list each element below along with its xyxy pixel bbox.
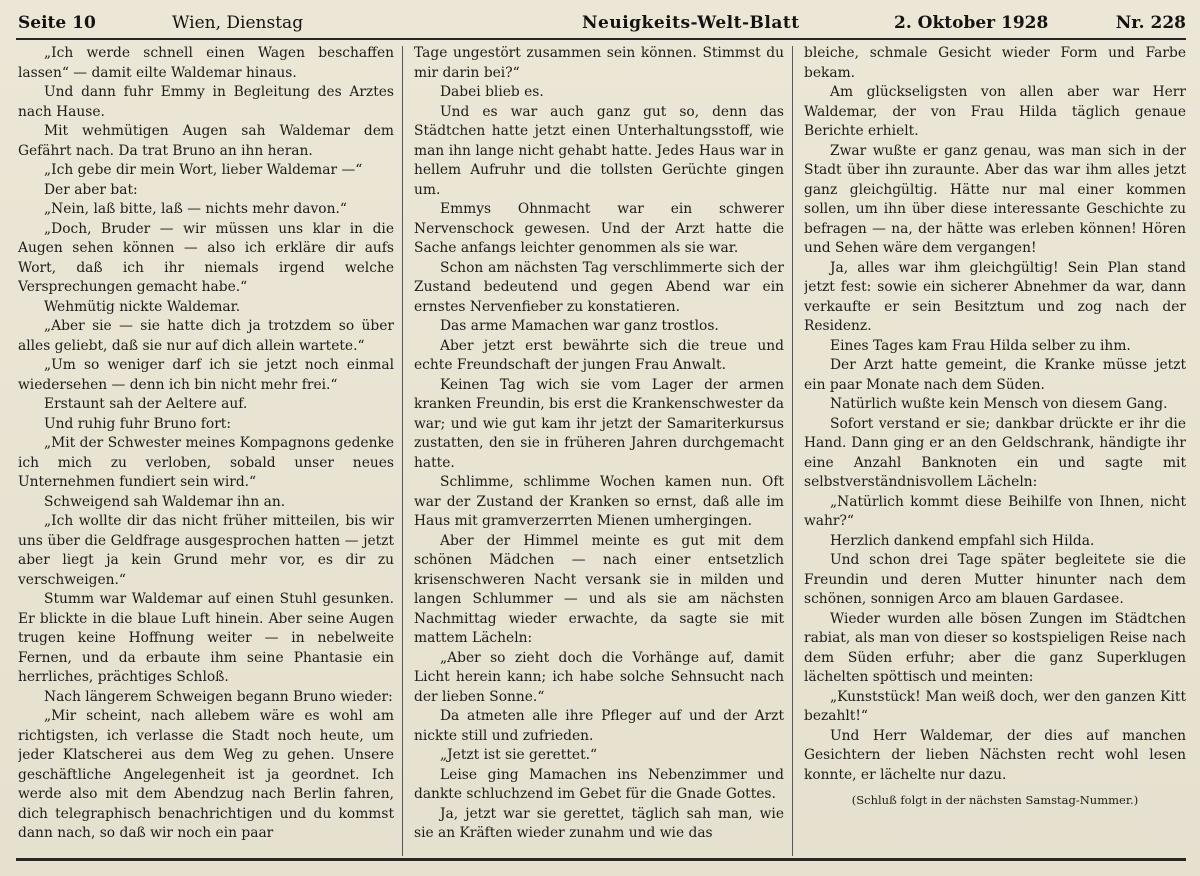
article-paragraph: Aber der Himmel meinte es gut mit dem schönen Mädchen — nach einer entsetzlich krisenschweren Nacht versank sie in milden und langen Schlummer — und als sie am nächsten Nachmittag wieder erwachte, da sagte sie mit mattem Lächeln: xyxy=(414,532,784,646)
column-3 xyxy=(804,44,1186,854)
article-paragraph: Schlimme, schlimme Wochen kamen nun. Oft war der Zustand der Kranken so ernst, daß alle im Haus mit gramverzerrten Mienen umhergingen. xyxy=(414,474,784,529)
article-paragraph: Ja, alles war ihm gleichgültig! Sein Plan stand jetzt fest: sowie ein sicherer Abnehmer da war, dann verkaufte er sein Besitztum und zog nach der Residenz. xyxy=(804,259,1186,334)
article-paragraph: Emmys Ohnmacht war ein schwerer Nervenschock gewesen. Und der Arzt hatte die Sache anfangs leichter genommen als sie war. xyxy=(414,201,784,256)
article-paragraph: Und schon drei Tage später begleitete sie die Freundin und deren Mutter hinunter nach dem schönen, sonnigen Arco am blauen Gardasee. xyxy=(804,552,1186,607)
article-columns xyxy=(18,44,1186,854)
article-paragraph: Zwar wußte er ganz genau, was man sich in der Stadt über ihn zuraunte. Aber das war ihm alles jetzt ganz gleichgültig. Hätte nur mal einer kommen sollen, um ihn über diese interessante Geschichte zu befragen — na, der hätte was erleben können! Hören und Sehen wäre dem vergangen! xyxy=(804,142,1186,256)
article-paragraph: Nach längerem Schweigen begann Bruno wieder: xyxy=(44,688,393,705)
article-paragraph: Sofort verstand er sie; dankbar drückte er ihr die Hand. Dann ging er an den Geldschrank, händigte ihr eine Anzahl Banknoten ein und sagte mit selbstverständnisvollem Lächeln: xyxy=(804,415,1186,490)
article-paragraph: Und es war auch ganz gut so, denn das Städtchen hatte jetzt einen Unterhaltungsstoff, wie man ihn lange nicht gehabt hatte. Jedes Haus war in hellem Aufruhr und die tollsten Gerüchte gingen um. xyxy=(414,103,784,198)
article-paragraph: „Aber so zieht doch die Vorhänge auf, damit Licht herein kann; ich habe solche Sehnsucht nach der lieben Sonne.“ xyxy=(414,649,784,705)
article-paragraph: „Jetzt ist sie gerettet.“ xyxy=(440,747,598,763)
article-paragraph: Ja, jetzt war sie gerettet, täglich sah man, wie sie an Kräften wieder zunahm und wie das xyxy=(414,805,784,841)
article-paragraph: Der aber bat: xyxy=(44,181,138,198)
newspaper-title: Neuigkeits-Welt-Blatt xyxy=(582,13,800,33)
article-paragraph: Da atmeten alle ihre Pfleger auf und der Arzt nickte still und zufrieden. xyxy=(414,708,784,744)
article-paragraph: Erstaunt sah der Aeltere auf. xyxy=(44,396,248,412)
article-paragraph: Schweigend sah Waldemar ihn an. xyxy=(44,493,286,510)
article-paragraph: „Doch, Bruder — wir müssen uns klar in die Augen sehen können — also ich erkläre dir aufs Wort, daß ich ihr niemals irgend welche Versprechungen gemacht habe.“ xyxy=(18,220,394,295)
footer-rule xyxy=(16,858,1186,861)
page-masthead xyxy=(18,2,1186,42)
continuation-note: (Schluß folgt in der nächsten Samstag-Nummer.) xyxy=(851,793,1139,807)
article-paragraph: Das arme Mamachen war ganz trostlos. xyxy=(440,318,719,334)
article-paragraph: „Aber sie — sie hatte dich ja trotzdem so über alles geliebt, daß sie nur auf dich allein wartete.“ xyxy=(18,318,394,354)
column-2 xyxy=(414,44,784,854)
city-day: Wien, Dienstag xyxy=(172,13,304,33)
article-paragraph: Der Arzt hatte gemeint, die Kranke müsse jetzt ein paar Monate nach dem Süden. xyxy=(804,357,1186,393)
column-1 xyxy=(18,44,394,854)
article-paragraph: Wehmütig nickte Waldemar. xyxy=(44,298,241,315)
article-paragraph: bleiche, schmale Gesicht wieder Form und Farbe bekam. xyxy=(804,45,1186,81)
article-paragraph: „Ich werde schnell einen Wagen beschaffen lassen“ — damit eilte Waldemar hinaus. xyxy=(18,45,394,81)
header-rule xyxy=(16,38,1186,40)
article-paragraph: Am glückseligsten von allen aber war Herr Waldemar, der von Frau Hilda täglich genaue Berichte erhielt. xyxy=(804,84,1186,139)
article-paragraph: Aber jetzt erst bewährte sich die treue und echte Freundschaft der jungen Frau Anwalt. xyxy=(414,337,784,373)
article-paragraph: Herzlich dankend empfahl sich Hilda. xyxy=(830,532,1095,549)
article-paragraph: „Um so weniger darf ich sie jetzt noch einmal wiedersehen — denn ich bin nicht mehr frei.“ xyxy=(18,357,394,393)
article-paragraph: „Mir scheint, nach allebem wäre es wohl am richtigsten, ich verlasse die Stadt noch heute, um jeder Klatscherei aus dem Weg zu gehen. Unsere geschäftliche Angelegenheit ist ja geordnet. Ich werde also mit dem Abendzug nach Berlin fahren, dich telegraphisch benachrichtigen und du kommst dann nach, so daß wir noch ein paar xyxy=(18,708,394,841)
article-paragraph: Und dann fuhr Emmy in Begleitung des Arztes nach Hause. xyxy=(18,84,394,120)
article-paragraph: „Ich wollte dir das nicht früher mitteilen, bis wir uns über die Geldfrage ausgesprochen hatten — jetzt aber liegt ja kein Grund mehr vor, es dir zu verschweigen.“ xyxy=(18,513,394,588)
article-paragraph: Und ruhig fuhr Bruno fort: xyxy=(44,415,231,432)
article-paragraph: Stumm war Waldemar auf einen Stuhl gesunken. Er blickte in die blaue Luft hinein. Aber seine Augen trugen keine Hoffnung weiter — in nebelweite Fernen, und da erbaute ihm seine Phantasie ein herrliches, prächtiges Schloß. xyxy=(18,591,394,685)
article-paragraph: „Ich gebe dir mein Wort, lieber Waldemar —“ xyxy=(44,162,363,178)
article-paragraph: „Natürlich kommt diese Beihilfe von Ihnen, nicht wahr?“ xyxy=(804,493,1186,529)
page-number: Seite 10 xyxy=(18,13,96,33)
article-paragraph: Natürlich wußte kein Mensch von diesem Gang. xyxy=(830,396,1168,412)
article-paragraph: Eines Tages kam Frau Hilda selber zu ihm. xyxy=(830,337,1131,354)
article-paragraph: Und Herr Waldemar, der dies auf manchen Gesichtern der lieben Nächsten recht wohl lesen konnte, er lächelte nur dazu. xyxy=(804,727,1186,783)
article-paragraph: Leise ging Mamachen ins Nebenzimmer und dankte schluchzend im Gebet für die Gnade Gottes. xyxy=(414,766,784,802)
issue-date: 2. Oktober 1928 xyxy=(894,13,1049,33)
issue-number: Nr. 228 xyxy=(1115,13,1186,33)
article-paragraph: Keinen Tag wich sie vom Lager der armen kranken Freundin, bis erst die Krankenschwester da war; und wie gut kam ihr jetzt der Samariterkursus zustatten, den sie in früheren Jahren durchgemacht hatte. xyxy=(414,376,784,471)
article-paragraph: „Mit der Schwester meines Kompagnons gedenke ich mich zu verloben, sobald unser neues Unternehmen fundiert sein wird.“ xyxy=(18,435,394,490)
article-paragraph: Dabei blieb es. xyxy=(440,84,544,100)
article-paragraph: Tage ungestört zusammen sein können. Stimmst du mir darin bei?“ xyxy=(414,45,784,81)
article-paragraph: „Kunststück! Man weiß doch, wer den ganzen Kitt bezahlt!“ xyxy=(804,688,1186,724)
article-paragraph: „Nein, laß bitte, laß — nichts mehr davon.“ xyxy=(44,201,347,217)
article-paragraph: Wieder wurden alle bösen Zungen im Städtchen rabiat, als man von dieser so kostspieligen Reise nach dem Süden erfuhr; aber die ganz Superklugen lächelten spöttisch und meinten: xyxy=(804,610,1186,685)
article-paragraph: Schon am nächsten Tag verschlimmerte sich der Zustand bedeutend und gegen Abend war ein ernstes Nervenfieber zu konstatieren. xyxy=(414,259,784,315)
article-paragraph: Mit wehmütigen Augen sah Waldemar dem Gefährt nach. Da trat Bruno an ihn heran. xyxy=(18,123,394,159)
